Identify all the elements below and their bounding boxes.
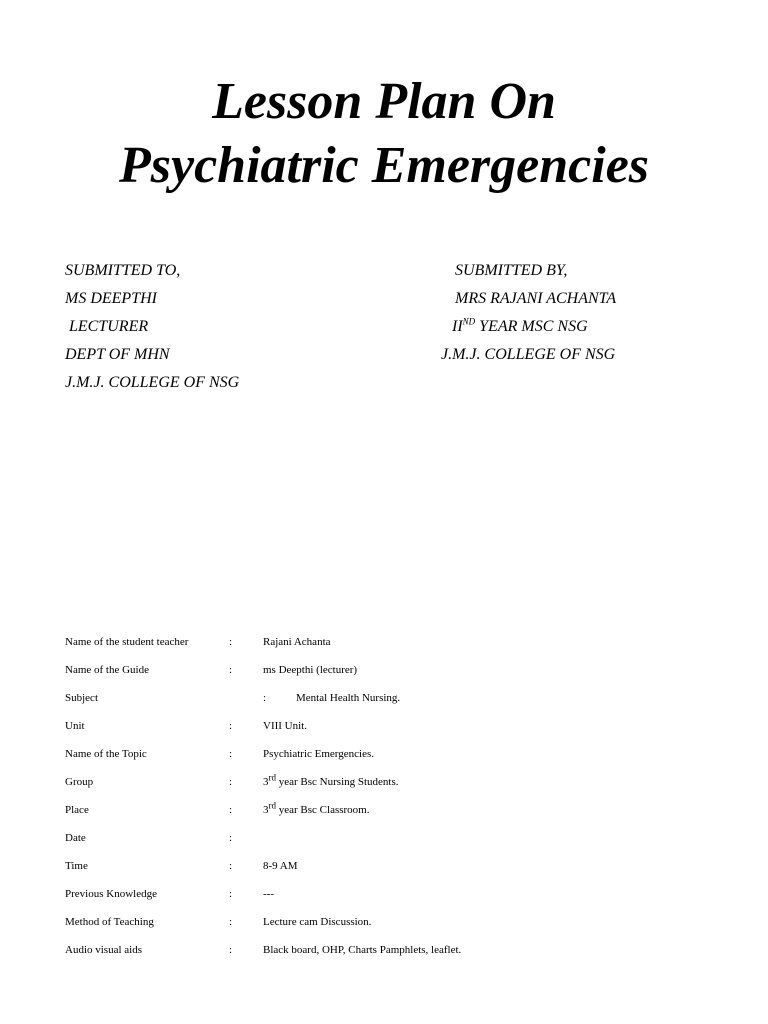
detail-separator: : — [229, 776, 233, 788]
submitted-by-year-prefix: II — [452, 318, 463, 335]
submitted-to-college: J.M.J. COLLEGE OF NSG — [65, 374, 240, 391]
detail-separator: : — [229, 720, 233, 732]
detail-separator: : — [229, 804, 233, 816]
detail-value: Black board, OHP, Charts Pamphlets, leaflet. — [263, 944, 462, 956]
detail-label: Previous Knowledge — [65, 888, 157, 900]
detail-label: Unit — [65, 720, 85, 732]
detail-separator: : — [229, 916, 233, 928]
detail-label: Date — [65, 832, 86, 844]
submitted-by-year-sup: ND — [462, 316, 476, 327]
detail-row — [0, 660, 768, 680]
detail-value — [263, 772, 399, 792]
submitted-to-department: DEPT OF MHN — [65, 346, 170, 363]
detail-value: Mental Health Nursing. — [296, 692, 401, 704]
detail-label: Name of the student teacher — [65, 636, 189, 648]
detail-label: Group — [65, 776, 94, 788]
submitted-to-designation: LECTURER — [69, 318, 149, 335]
detail-row — [0, 856, 768, 876]
detail-separator: : — [229, 664, 233, 676]
detail-value-ordinal: rd — [268, 800, 276, 811]
detail-separator: : — [229, 944, 233, 956]
detail-label: Name of the Guide — [65, 664, 149, 676]
title-line-2: Psychiatric Emergencies — [118, 137, 650, 194]
detail-row — [0, 744, 768, 764]
detail-row — [0, 772, 768, 792]
detail-value-text: year Bsc Classroom. — [276, 804, 370, 816]
detail-row — [0, 912, 768, 932]
submitted-by-college: J.M.J. COLLEGE OF NSG — [441, 346, 616, 363]
detail-row — [0, 716, 768, 736]
submitted-by-heading: SUBMITTED BY, — [455, 262, 568, 279]
detail-label: Place — [65, 804, 89, 816]
detail-value — [263, 800, 369, 820]
detail-label: Subject — [65, 692, 98, 704]
detail-separator: : — [229, 860, 233, 872]
detail-label: Audio visual aids — [65, 944, 142, 956]
detail-separator: : — [229, 888, 233, 900]
detail-value-ordinal: rd — [268, 772, 276, 783]
detail-separator: : — [263, 692, 267, 704]
detail-value: Rajani Achanta — [263, 636, 331, 648]
detail-row — [0, 940, 768, 960]
submitted-by-name: MRS RAJANI ACHANTA — [455, 290, 617, 307]
submitted-to-name: MS DEEPTHI — [65, 290, 157, 307]
submitted-by-year-suffix: YEAR MSC NSG — [475, 318, 588, 335]
detail-label: Time — [65, 860, 88, 872]
detail-value-number: 3 — [263, 776, 269, 788]
detail-label: Name of the Topic — [65, 748, 147, 760]
detail-value-text: year Bsc Nursing Students. — [276, 776, 399, 788]
detail-row — [0, 828, 768, 848]
detail-value: 8-9 AM — [263, 860, 298, 872]
detail-separator: : — [229, 832, 233, 844]
detail-label: Method of Teaching — [65, 916, 154, 928]
detail-separator: : — [229, 748, 233, 760]
detail-value: ms Deepthi (lecturer) — [263, 664, 358, 676]
detail-value: VIII Unit. — [263, 720, 307, 732]
detail-value: Psychiatric Emergencies. — [263, 748, 374, 760]
detail-value: --- — [263, 888, 274, 900]
submitted-to-heading: SUBMITTED TO, — [65, 262, 181, 279]
title-line-1: Lesson Plan On — [212, 73, 556, 130]
detail-row — [0, 884, 768, 904]
detail-value-number: 3 — [263, 804, 269, 816]
detail-row — [0, 688, 768, 708]
submitted-by-year — [452, 317, 588, 337]
detail-row — [0, 632, 768, 652]
detail-separator: : — [229, 636, 233, 648]
detail-row — [0, 800, 768, 820]
detail-value: Lecture cam Discussion. — [263, 916, 372, 928]
